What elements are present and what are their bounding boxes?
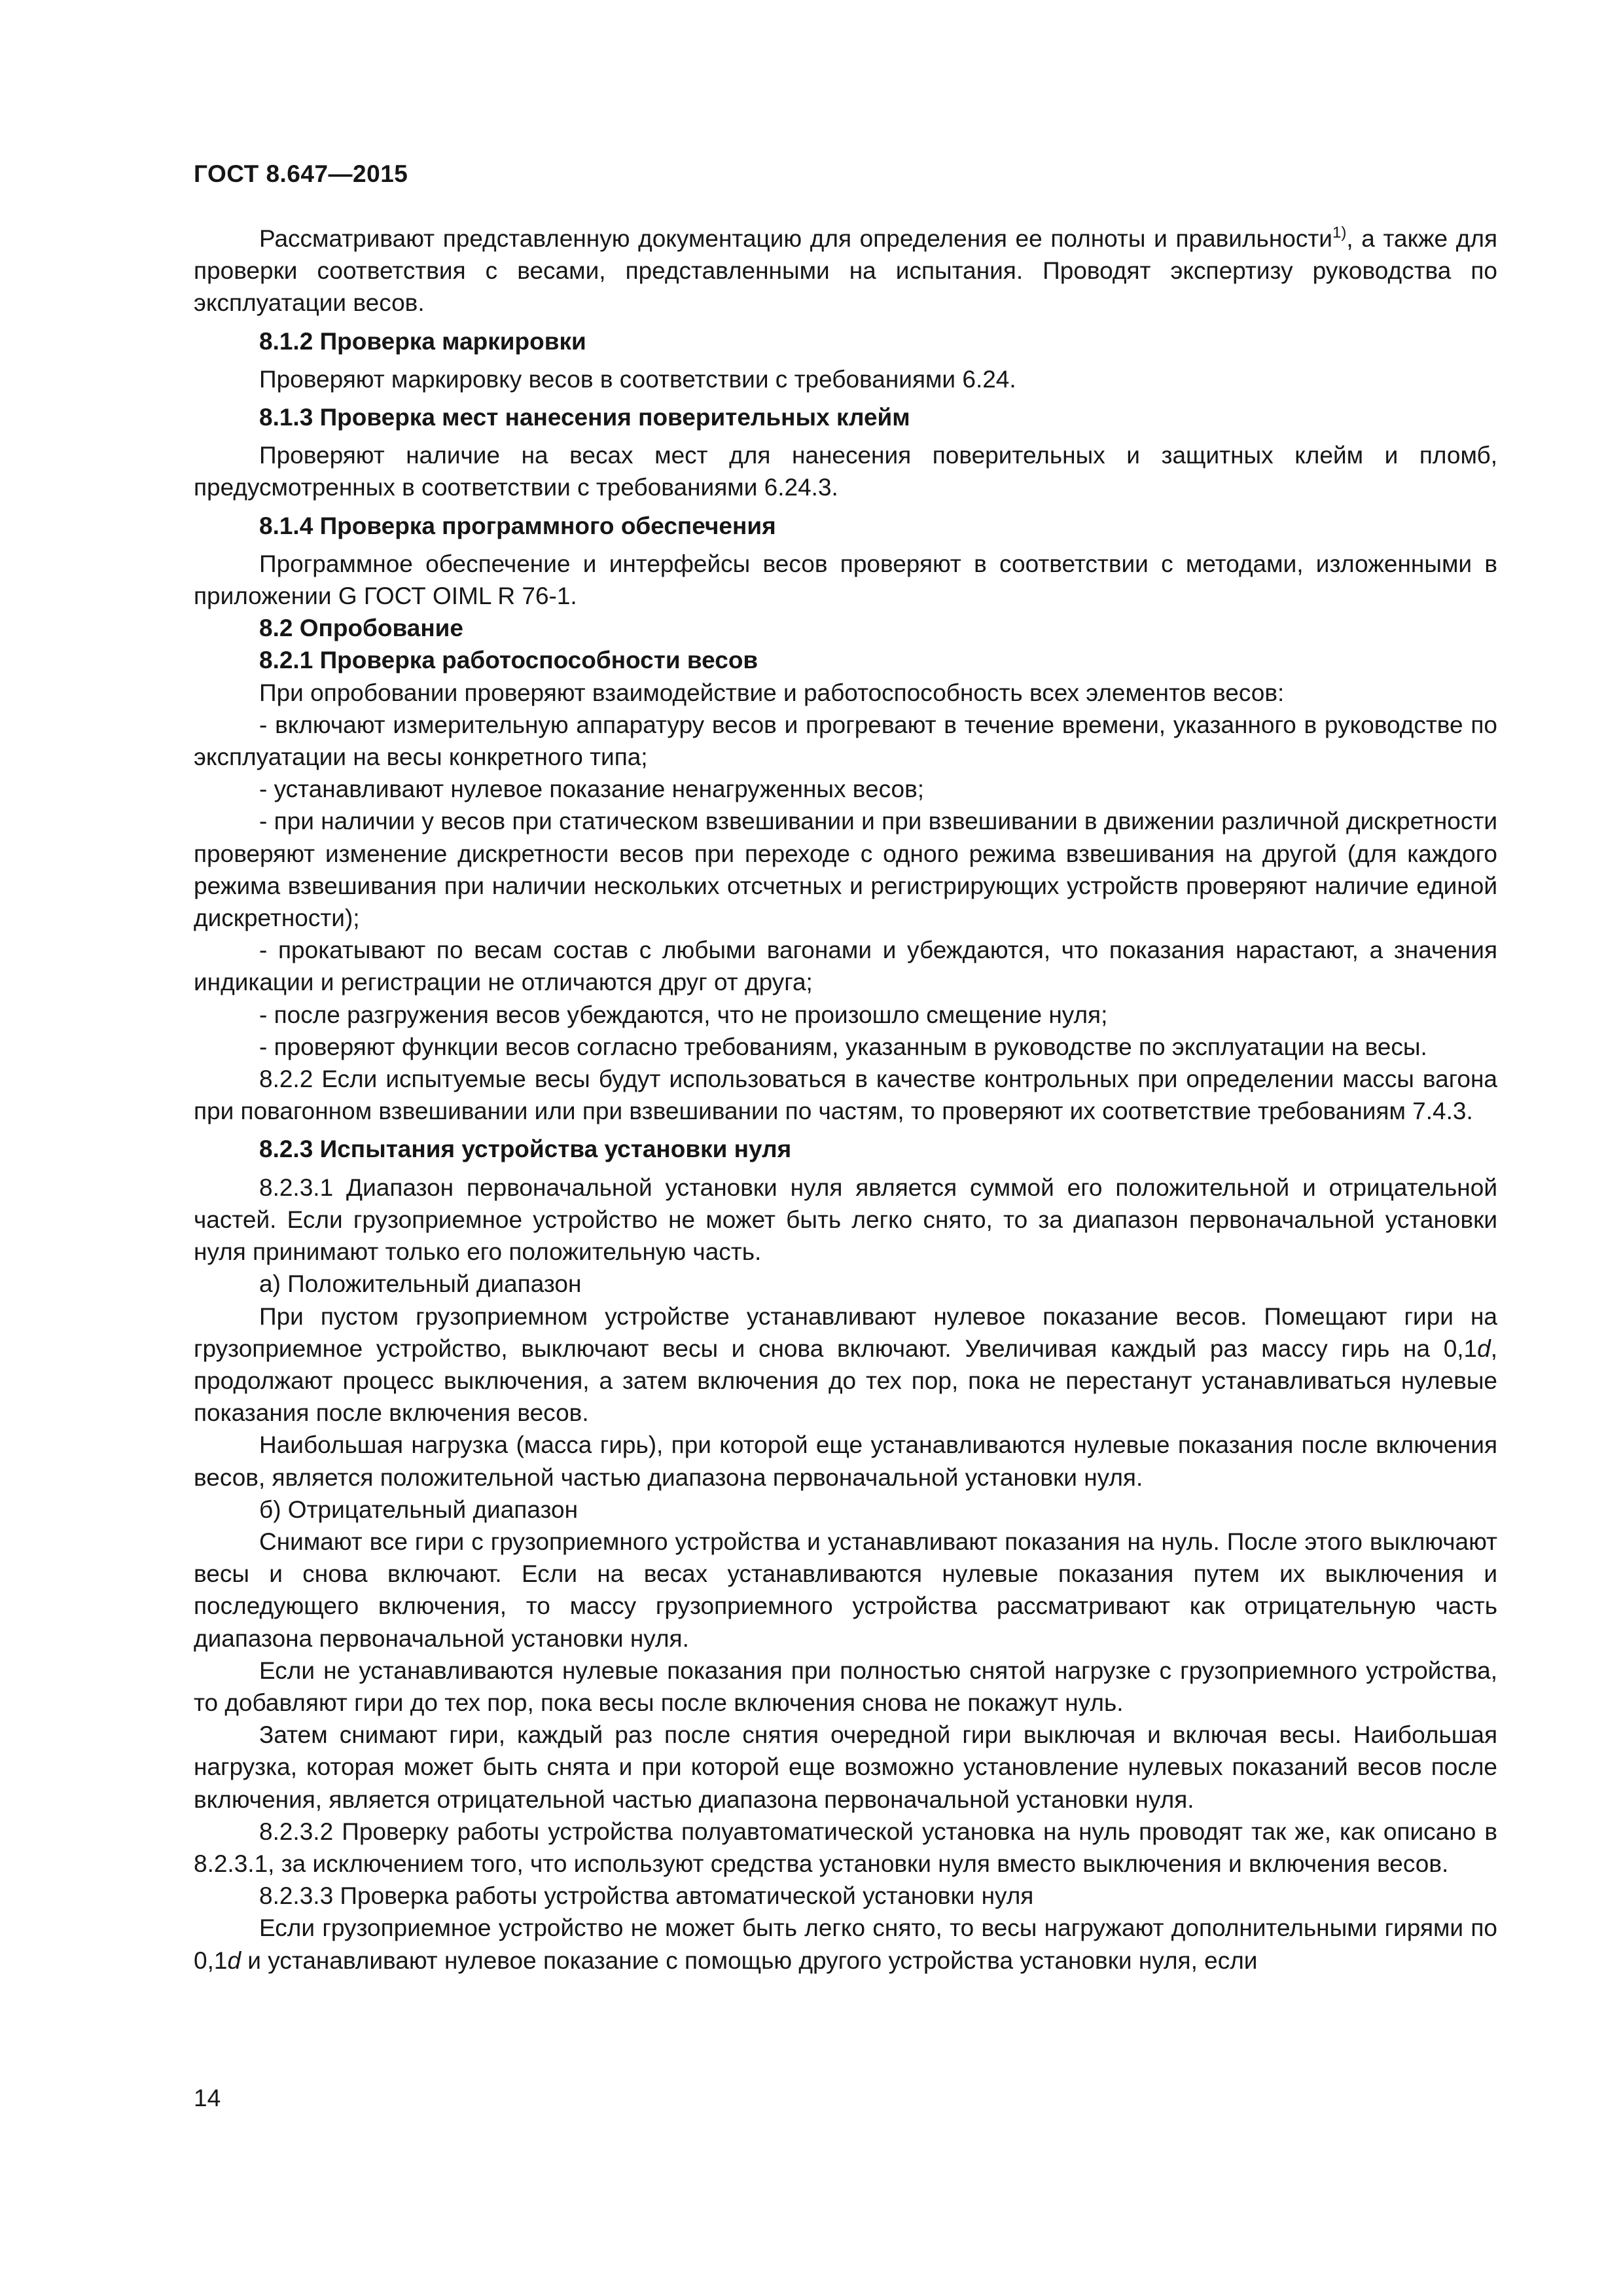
paragraph-8-1-3: Проверяют наличие на весах мест для нанесения поверительных и защитных клейм и пломб, предусмотренных в соответствии с требованиями 6.24.3. <box>194 442 1497 501</box>
paragraph-8-1-4: Программное обеспечение и интерфейсы весов проверяют в соответствии с методами, изложенными в приложении G ГОСТ OIML R 76-1. <box>194 550 1497 610</box>
page-content <box>194 223 1497 1977</box>
paragraph-intro-text-cont: , а также для проверки соответствия с весами, представленными на испытания. Проводят экспертизу руководства по эксплуатации весов. <box>194 225 1497 317</box>
variable-d: d <box>1477 1335 1491 1362</box>
paragraph-negative-range-3: Затем снимают гири, каждый раз после снятия очередной гири выключая и включая весы. Наибольшая нагрузка, которая может быть снята и при которой еще возможно установление нулевых показаний весов после включения, является отрицательной частью диапазона первоначальной установки нуля. <box>194 1721 1497 1813</box>
list-item: - устанавливают нулевое показание ненагруженных весов; <box>259 776 925 803</box>
paragraph-negative-range-1: Снимают все гири с грузоприемного устройства и устанавливают показания на нуль. После этого выключают весы и снова включают. Если на весах устанавливаются нулевые показания путем их выключения и последующего включения, то массу грузоприемного устройства рассматривают как отрицательную часть диапазона первоначальной установки нуля. <box>194 1528 1497 1652</box>
heading-8-2: 8.2 Опробование <box>259 615 464 642</box>
heading-8-1-2: 8.1.2 Проверка маркировки <box>259 327 586 355</box>
list-item: - после разгружения весов убеждаются, что не произошло смещение нуля; <box>259 1001 1108 1028</box>
heading-8-2-3: 8.2.3 Испытания устройства установки нуля <box>259 1136 792 1163</box>
paragraph-8-2-3-3: 8.2.3.3 Проверка работы устройства автоматической установки нуля <box>259 1882 1034 1910</box>
paragraph-positive-range-1 <box>194 1300 1497 1429</box>
list-item: - при наличии у весов при статическом взвешивании и при взвешивании в движении различной дискретности проверяют изменение дискретности весов при переходе с одного режима взвешивания на другой (для каждого режима взвешивания при наличии нескольких отсчетных и регистрирующих устройств проверяют наличие единой дискретности); <box>194 808 1497 932</box>
subheading-negative-range: б) Отрицательный диапазон <box>259 1496 579 1523</box>
paragraph-8-2-2: 8.2.2 Если испытуемые весы будут использоваться в качестве контрольных при определении массы вагона при повагонном взвешивании или при взвешивании по частям, то проверяют их соответствие требованиям 7.4.3. <box>194 1066 1497 1125</box>
paragraph-text: При пустом грузоприемном устройстве устанавливают нулевое показание весов. Помещают гири на грузоприемное устройство, выключают весы и снова включают. Увеличивая каждый раз массу гирь на 0,1 <box>194 1302 1497 1362</box>
paragraph-negative-range-2: Если не устанавливаются нулевые показания при полностью снятой нагрузке с грузоприемного устройства, то добавляют гири до тех пор, пока весы после включения снова не покажут нуль. <box>194 1657 1497 1716</box>
paragraph-intro-text: Рассматривают представленную документацию для определения ее полноты и правильности <box>259 225 1332 252</box>
footnote-ref: 1) <box>1332 224 1347 242</box>
subheading-positive-range: а) Положительный диапазон <box>259 1270 582 1298</box>
list-item: - прокатывают по весам состав с любыми вагонами и убеждаются, что показания нарастают, а значения индикации и регистрации не отличаются друг от друга; <box>194 937 1497 996</box>
list-item: - проверяют функции весов согласно требованиям, указанным в руководстве по эксплуатации на весы. <box>259 1033 1427 1060</box>
paragraph-8-2-3-1: 8.2.3.1 Диапазон первоначальной установки нуля является суммой его положительной и отрицательной частей. Если грузоприемное устройство не может быть легко снято, то за диапазон первоначальной установки нуля принимают только его положительную часть. <box>194 1174 1497 1266</box>
paragraph-text: Если грузоприемное устройство не может быть легко снято, то весы нагружают дополнительными гирями по 0,1 <box>194 1914 1497 1974</box>
variable-d: d <box>227 1946 241 1974</box>
paragraph-8-2-3-2: 8.2.3.2 Проверку работы устройства полуавтоматической установка на нуль проводят так же, как описано в 8.2.3.1, за исключением того, что используют средства установки нуля вместо выключения и включения весов. <box>194 1818 1497 1877</box>
paragraph-intro <box>194 223 1497 319</box>
paragraph-8-1-2: Проверяют маркировку весов в соответствии с требованиями 6.24. <box>259 365 1016 393</box>
paragraph-8-2-1-intro: При опробовании проверяют взаимодействие и работоспособность всех элементов весов: <box>259 679 1285 706</box>
heading-8-1-3: 8.1.3 Проверка мест нанесения поверительных клейм <box>259 404 910 431</box>
heading-8-1-4: 8.1.4 Проверка программного обеспечения <box>259 512 776 539</box>
heading-8-2-1: 8.2.1 Проверка работоспособности весов <box>259 647 758 674</box>
paragraph-text-cont: , продолжают процесс выключения, а затем включения до тех пор, пока не перестанут устанавливаться нулевые показания после включения весов. <box>194 1335 1497 1427</box>
document-header: ГОСТ 8.647—2015 <box>194 160 408 187</box>
page-number: 14 <box>194 2085 221 2111</box>
paragraph-last <box>194 1912 1497 1976</box>
paragraph-text-cont: и устанавливают нулевое показание с помощью другого устройства установки нуля, если <box>241 1946 1258 1974</box>
list-item: - включают измерительную аппаратуру весов и прогревают в течение времени, указанного в руководстве по эксплуатации на весы конкретного типа; <box>194 711 1497 771</box>
paragraph-positive-range-2: Наибольшая нагрузка (масса гирь), при которой еще устанавливаются нулевые показания после включения весов, является положительной частью диапазона первоначальной установки нуля. <box>194 1431 1497 1491</box>
